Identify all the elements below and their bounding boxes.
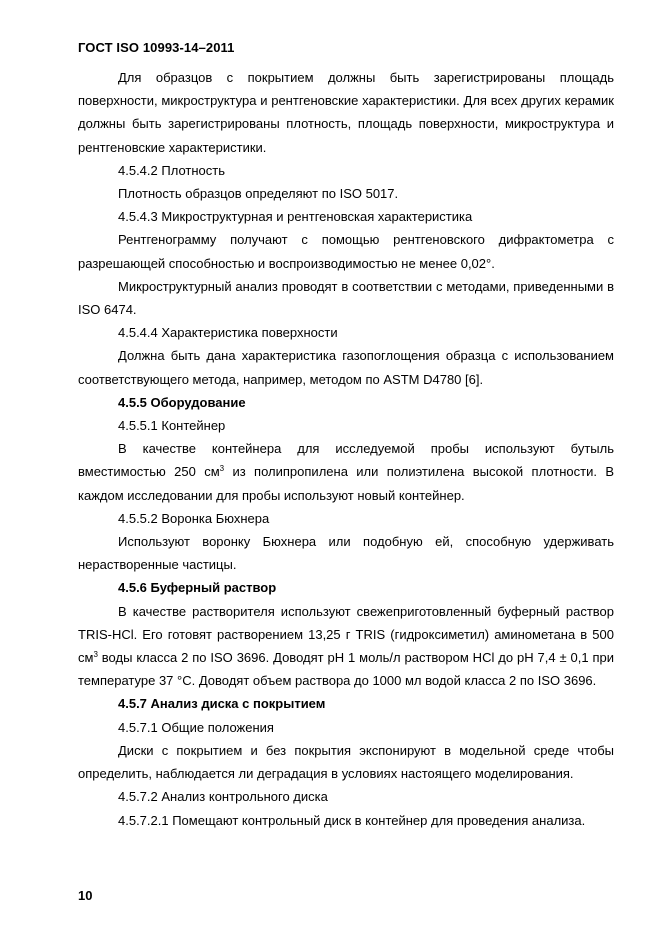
superscript-cubic: 3 xyxy=(93,650,98,660)
section-4-5-5-heading: 4.5.5 Оборудование xyxy=(118,394,246,410)
subsection-4-5-4-4-heading: 4.5.4.4 Характеристика поверхности xyxy=(118,325,338,341)
document-body xyxy=(78,66,614,832)
paragraph-exposure: Диски с покрытием и без покрытия экспонируют в модельной среде чтобы определить, наблюдается ли деградация в условиях настоящего моделирования. xyxy=(78,742,614,782)
subsection-4-5-5-1-heading: 4.5.5.1 Контейнер xyxy=(118,418,226,434)
superscript-cubic: 3 xyxy=(219,464,225,474)
paragraph-buchner-funnel: Используют воронку Бюхнера или подобную ей, способную удерживать нерастворенные частицы. xyxy=(78,534,614,573)
subsection-4-5-7-1-heading: 4.5.7.1 Общие положения xyxy=(118,719,274,735)
page-number: 10 xyxy=(78,888,93,903)
paragraph-buffer-part1: В качестве растворителя используют свежеприготовленный буферный раствор TRIS-HCl. Его готовят растворением 13,25 г TRIS (гидроксиметил) аминометана в 500 см xyxy=(78,603,614,666)
paragraph-buffer-solution xyxy=(78,600,614,693)
paragraph-container-part2: из полипропилена или полиэтилена высокой плотности. В каждом исследовании для пробы используют новый контейнер. xyxy=(78,464,615,503)
subsection-4-5-5-2-heading: 4.5.5.2 Воронка Бюхнера xyxy=(118,510,270,526)
paragraph-container-part1: В качестве контейнера для исследуемой пробы используют бутыль вместимостью 250 см xyxy=(78,441,614,480)
document-header: ГОСТ ISO 10993-14–2011 xyxy=(78,40,235,55)
section-4-5-6-heading: 4.5.6 Буферный раствор xyxy=(118,580,277,596)
paragraph-container xyxy=(78,437,614,507)
paragraph-density: Плотность образцов определяют по ISO 5017. xyxy=(118,186,399,202)
paragraph-surface: Должна быть дана характеристика газопоглощения образца с использованием соответствующего метода, например, методом по ASTM D4780 [6]. xyxy=(78,348,614,387)
section-4-5-7-heading: 4.5.7 Анализ диска с покрытием xyxy=(118,696,326,712)
subsection-4-5-4-2-heading: 4.5.4.2 Плотность xyxy=(118,162,225,178)
subsection-4-5-7-2-heading: 4.5.7.2 Анализ контрольного диска xyxy=(118,789,328,805)
paragraph-control-disk: 4.5.7.2.1 Помещают контрольный диск в контейнер для проведения анализа. xyxy=(118,812,586,828)
paragraph-microstructure: Микроструктурный анализ проводят в соответствии с методами, приведенными в ISO 6474. xyxy=(78,278,614,318)
paragraph-buffer-part2: воды класса 2 по ISO 3696. Доводят pH 1 моль/л раствором HCl до pH 7,4 ± 0,1 при температуре 37 °С. Доводят объем раствора до 1000 мл водой класса 2 по ISO 3696. xyxy=(78,650,614,689)
paragraph-xray: Рентгенограмму получают с помощью рентгеновского дифрактометра с разрешающей способностью и воспроизводимостью не менее 0,02°. xyxy=(78,232,614,271)
subsection-4-5-4-3-heading: 4.5.4.3 Микроструктурная и рентгеновская характеристика xyxy=(118,209,473,225)
paragraph-coated-samples: Для образцов с покрытием должны быть зарегистрированы площадь поверхности, микроструктура и рентгеновские характеристики. Для всех других керамик должны быть зарегистрированы плотность, площадь поверхности, микроструктура и рентгеновские характеристики. xyxy=(78,70,614,155)
